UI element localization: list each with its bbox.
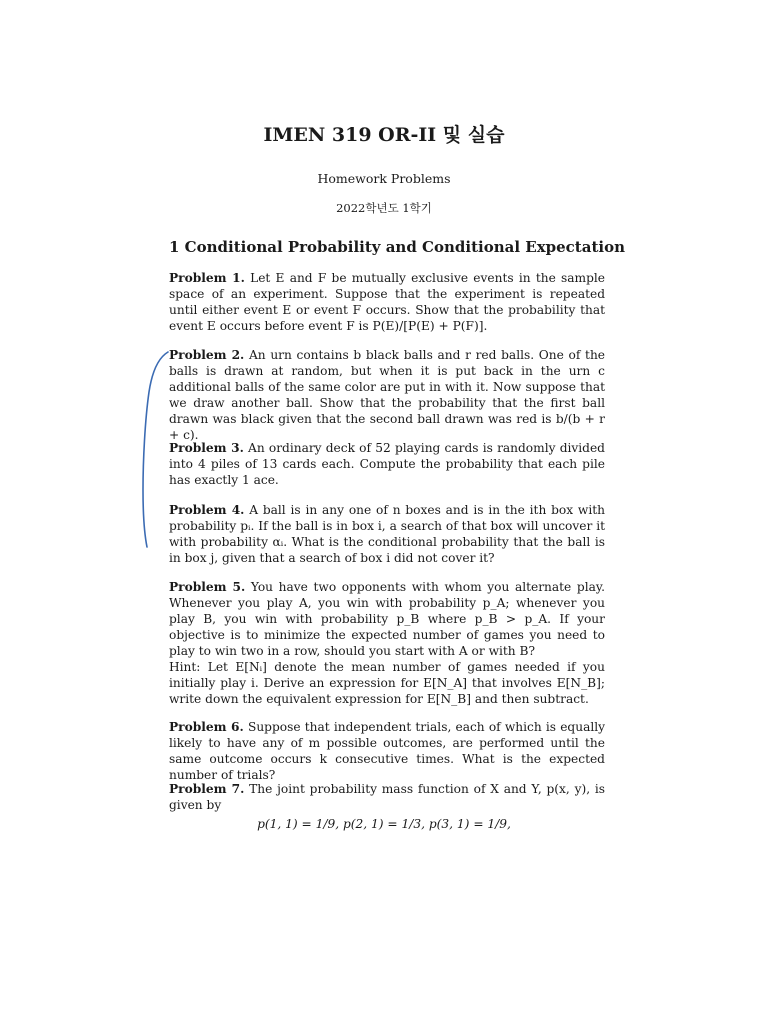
- document-term: 2022학년도 1학기: [336, 201, 432, 215]
- problem-label: Problem 6.: [169, 720, 244, 734]
- document-title: IMEN 319 OR-II 및 실습: [263, 124, 505, 146]
- problem-hint: Hint: Let E[Nᵢ] denote the mean number of games needed if you initially play i. Derive an expression for E[N_A] that involves E[N_B]; write down the equivalent expression for E[N_B] and then subtract.: [169, 660, 605, 706]
- bracket-stroke: [143, 352, 168, 547]
- problem-label: Problem 2.: [169, 348, 245, 362]
- problem-label: Problem 4.: [169, 503, 245, 517]
- problem-text: A ball is in any one of n boxes and is in the ith box with probability pᵢ. If the ball is in box i, a search of that box will uncover it with probability αᵢ. What is the conditional probability that the ball is in box j, given that a search of box i did not cover it?: [169, 503, 606, 565]
- problem-text: Let E and F be mutually exclusive events in the sample space of an experiment. Suppose that the experiment is repeated until either event E or event F occurs. Show that the probability that event E occurs before event F is P(E)/[P(E) + P(F)].: [169, 271, 606, 333]
- problem-label: Problem 5.: [169, 580, 246, 594]
- problem-label: Problem 3.: [169, 441, 244, 455]
- pmf-formula: p(1, 1) = 1/9, p(2, 1) = 1/3, p(3, 1) = 1/9,: [257, 817, 511, 831]
- document-subtitle: Homework Problems: [317, 171, 451, 186]
- problem-text: The joint probability mass function of X and Y, p(x, y), is given by: [169, 782, 606, 812]
- problem-text: You have two opponents with whom you alternate play. Whenever you play A, you win with probability p_A; whenever you play B, you win with probability p_B where p_B > p_A. If your objective is to minimize the expected number of games you need to play to win two in a row, should you start with A or with B?: [169, 580, 605, 658]
- problem-label: Problem 1.: [169, 271, 245, 285]
- problem-label: Problem 7.: [169, 782, 245, 796]
- problem-text: An ordinary deck of 52 playing cards is randomly divided into 4 piles of 13 cards each. Compute the probability that each pile has exactly 1 ace.: [169, 441, 605, 487]
- section-heading: 1 Conditional Probability and Conditional Expectation: [169, 238, 625, 256]
- problem-text: Suppose that independent trials, each of which is equally likely to have any of m possible outcomes, are performed until the same outcome occurs k consecutive times. What is the expected number of trials?: [169, 720, 606, 782]
- problem-text: An urn contains b black balls and r red balls. One of the balls is drawn at random, but when it is put back in the urn c additional balls of the same color are put in with it. Now suppose that we draw another ball. Show that the probability that the first ball drawn was black given that the second ball drawn was red is b/(b + r + c).: [169, 348, 606, 442]
